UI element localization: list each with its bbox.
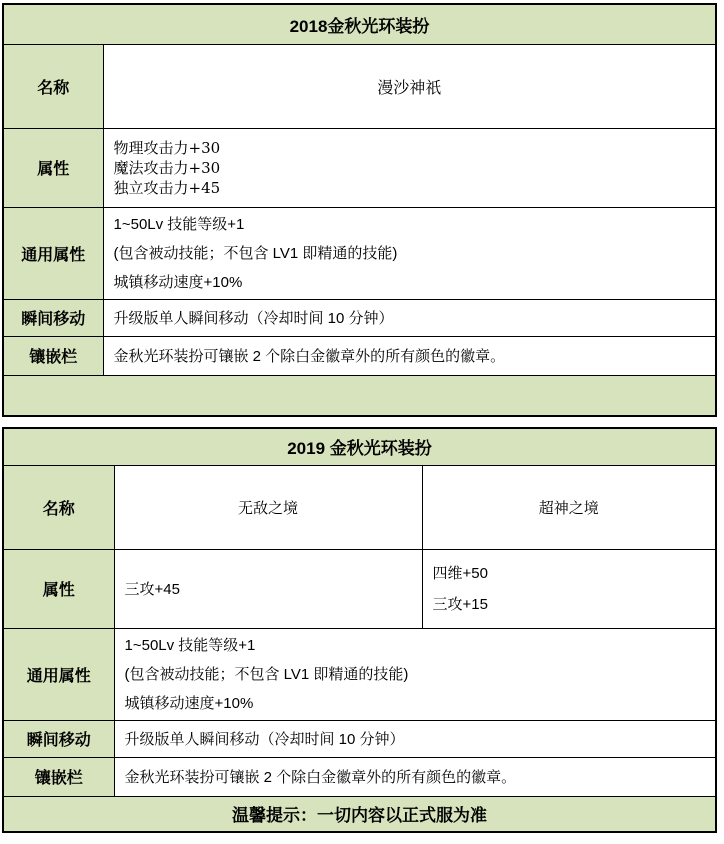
common-attribute-line: 1~50Lv 技能等级+1 [113,215,245,233]
attributes-value-item1: 三攻+45 [114,549,422,628]
socket-value: 金秋光环装扮可镶嵌 2 个除白金徽章外的所有颜色的徽章。 [114,757,716,796]
row-label-socket: 镶嵌栏 [3,336,103,375]
attribute-line: 魔法攻击力+30 [113,158,221,177]
table-row [3,465,716,549]
attributes-value-item2 [422,549,716,628]
row-label-common-attributes: 通用属性 [3,628,114,720]
table-row [3,628,716,720]
common-attribute-line: 城镇移动速度+10% [113,273,243,291]
table-row [3,128,716,207]
empty-green-row [3,375,716,416]
common-attributes-value [114,628,716,720]
common-attributes-value [103,207,716,299]
row-label-attributes: 属性 [3,549,114,628]
table-row [3,207,716,299]
name-value-item2: 超神之境 [422,465,716,549]
row-label-teleport: 瞬间移动 [3,720,114,757]
common-attribute-line: 城镇移动速度+10% [124,694,254,712]
row-label-name: 名称 [3,465,114,549]
table-row [3,757,716,796]
row-label-socket: 镶嵌栏 [3,757,114,796]
socket-value: 金秋光环装扮可镶嵌 2 个除白金徽章外的所有颜色的徽章。 [103,336,716,375]
name-value: 漫沙神祇 [103,44,716,128]
table-2019-title: 2019 金秋光环装扮 [3,428,716,465]
table-row [3,428,716,465]
table-2019-autumn-halo-outfit [2,427,717,833]
table-row [3,44,716,128]
name-value-item1: 无敌之境 [114,465,422,549]
table-2018-title: 2018金秋光环装扮 [3,4,716,44]
table-row [3,299,716,336]
attribute-line: 物理攻击力+30 [113,138,221,157]
table-row [3,336,716,375]
row-label-common-attributes: 通用属性 [3,207,103,299]
common-attribute-line: (包含被动技能；不包含 LV1 即精通的技能) [124,665,409,683]
table-row [3,4,716,44]
attribute-line: 三攻+15 [432,595,488,613]
common-attribute-line: (包含被动技能；不包含 LV1 即精通的技能) [113,244,398,262]
row-label-name: 名称 [3,44,103,128]
row-label-teleport: 瞬间移动 [3,299,103,336]
table-row [3,796,716,832]
table-row [3,549,716,628]
teleport-value: 升级版单人瞬间移动（冷却时间 10 分钟） [114,720,716,757]
common-attribute-line: 1~50Lv 技能等级+1 [124,636,256,654]
table-row [3,375,716,416]
attributes-value [103,128,716,207]
row-label-attributes: 属性 [3,128,103,207]
attribute-line: 独立攻击力+45 [113,178,221,197]
attribute-line: 四维+50 [432,564,488,582]
table-2018-autumn-halo-outfit [2,3,717,417]
footer-notice: 温馨提示：一切内容以正式服为准 [3,796,716,832]
teleport-value: 升级版单人瞬间移动（冷却时间 10 分钟） [103,299,716,336]
table-row [3,720,716,757]
